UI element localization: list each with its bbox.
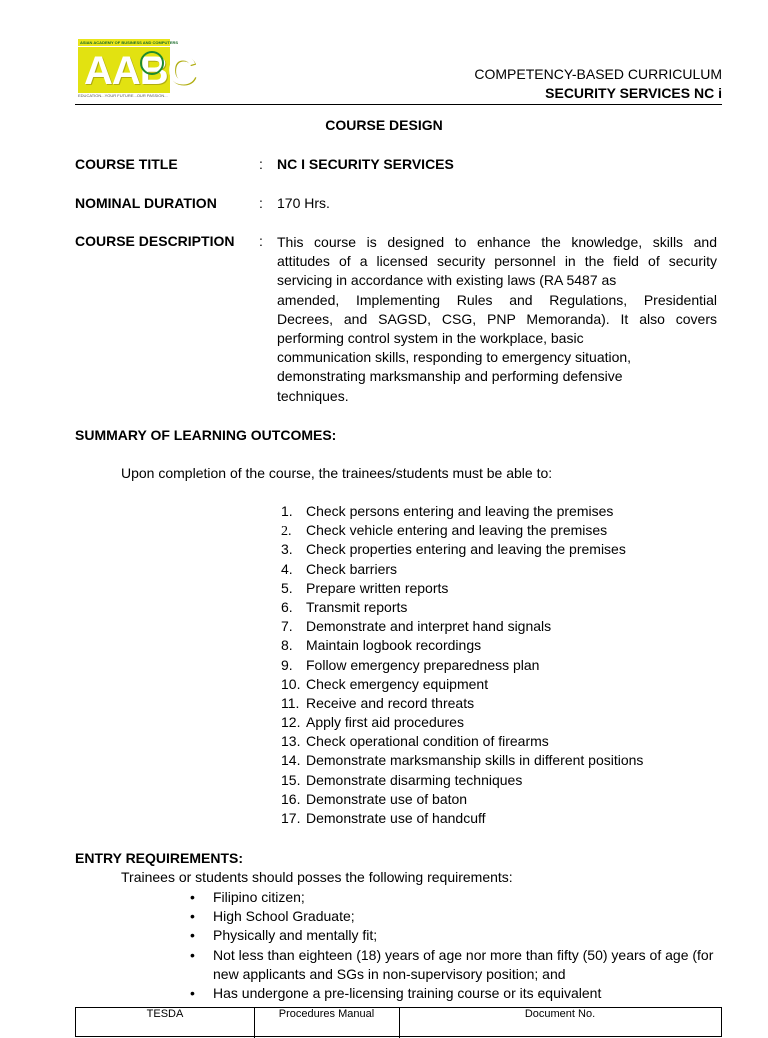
learning-outcomes-intro: Upon completion of the course, the trainees/students must be able to:	[121, 465, 553, 481]
list-item: • Filipino citizen;	[190, 888, 722, 907]
header-curriculum-type: COMPETENCY-BASED CURRICULUM	[474, 66, 722, 82]
course-title-colon: :	[259, 156, 263, 172]
footer-procedures-manual: Procedures Manual	[278, 1008, 375, 1020]
list-item: 16. Demonstrate use of baton	[281, 790, 468, 807]
logo-mark-text: AABC	[84, 49, 196, 93]
globe-icon	[140, 51, 164, 75]
list-item: 2. Check vehicle entering and leaving the premises	[281, 522, 608, 540]
list-item: 1. Check persons entering and leaving the premises	[281, 503, 614, 519]
description-line: servicing in accordance with existing laws (RA 5487 as	[277, 272, 617, 289]
description-line: demonstrating marksmanship and performing defensive	[277, 368, 623, 385]
list-item: 17. Demonstrate use of handcuff	[281, 810, 486, 826]
entry-requirements-heading: ENTRY REQUIREMENTS:	[75, 850, 244, 866]
list-item: 11. Receive and record threats	[281, 694, 475, 711]
list-item: 5. Prepare written reports	[281, 579, 449, 596]
list-item: 14. Demonstrate marksmanship skills in different positions	[281, 752, 644, 769]
entry-requirements-list	[190, 888, 722, 1003]
list-item: 12. Apply first aid procedures	[281, 714, 464, 731]
description-line: communication skills, responding to emergency situation,	[277, 349, 632, 366]
list-item: 10. Check emergency equipment	[281, 675, 489, 692]
entry-requirements-intro: Trainees or students should posses the following requirements:	[121, 869, 513, 885]
footer-document-no: Document No.	[524, 1008, 596, 1020]
list-item: 4. Check barriers	[281, 560, 398, 577]
description-line: This course is designed to enhance the knowledge, skills and	[277, 234, 717, 250]
list-item: 13. Check operational condition of firearms	[281, 733, 549, 750]
learning-outcomes-heading: SUMMARY OF LEARNING OUTCOMES:	[75, 427, 337, 443]
description-line: amended, Implementing Rules and Regulations, Presidential	[277, 291, 717, 308]
nominal-duration-label: NOMINAL DURATION	[75, 195, 217, 211]
description-line: Decrees, and SAGSD, CSG, PNP Memoranda). It also covers	[277, 310, 717, 327]
logo-banner: ASIAN ACADEMY OF BUSINESS AND COMPUTERS	[80, 40, 179, 45]
course-title-value: NC I SECURITY SERVICES	[277, 156, 454, 172]
aabc-logo	[78, 39, 196, 99]
logo-tagline: EDUCATION...YOUR FUTURE...OUR PASSION...	[78, 93, 168, 98]
description-line: performing control system in the workplace, basic	[277, 330, 584, 347]
footer-tesda: TESDA	[146, 1008, 184, 1020]
header-divider	[75, 104, 722, 105]
course-description-label: COURSE DESCRIPTION	[75, 233, 235, 249]
course-title-label: COURSE TITLE	[75, 156, 178, 172]
description-line: attitudes of a licensed security personnel in the field of security	[277, 253, 717, 270]
list-item: • Not less than eighteen (18) years of age nor more than fifty (50) years of age (for new applicants and SGs in non-supervisory position; and	[190, 946, 722, 984]
list-item: • Has undergone a pre-licensing training course or its equivalent	[190, 984, 722, 1003]
list-item: 3. Check properties entering and leaving the premises	[281, 541, 626, 558]
course-description-colon: :	[259, 233, 263, 249]
nominal-duration-colon: :	[259, 195, 263, 211]
list-item: • Physically and mentally fit;	[190, 926, 722, 945]
page-title: COURSE DESIGN	[325, 117, 443, 133]
list-item: • High School Graduate;	[190, 907, 722, 926]
footer-table	[75, 1007, 722, 1037]
learning-outcomes-list	[281, 502, 643, 828]
list-item: 6. Transmit reports	[281, 598, 408, 615]
nominal-duration-value: 170 Hrs.	[277, 195, 330, 211]
list-item: 7. Demonstrate and interpret hand signals	[281, 618, 552, 635]
list-item: 15. Demonstrate disarming techniques	[281, 771, 523, 788]
description-line: techniques.	[277, 387, 349, 404]
course-description-text	[277, 233, 717, 406]
list-item: 9. Follow emergency preparedness plan	[281, 656, 540, 673]
list-item: 8. Maintain logbook recordings	[281, 637, 482, 654]
header-qualification: SECURITY SERVICES NC i	[545, 85, 722, 101]
